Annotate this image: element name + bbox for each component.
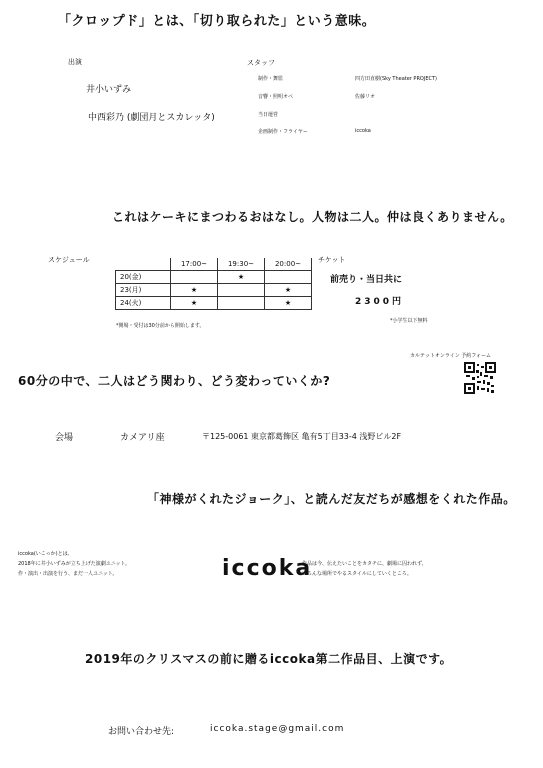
venue-heading: 会場	[55, 433, 74, 443]
schedule-mark: ★	[265, 284, 312, 297]
venue-address: 〒125-0061 東京都葛飾区 亀有5丁目33-4 浅野ビル2F	[202, 432, 402, 441]
schedule-table	[115, 258, 312, 310]
schedule-mark	[218, 297, 265, 310]
contact-email[interactable]: iccoka.stage@gmail.com	[210, 724, 345, 734]
staff-role-4: 企画制作・フライヤー	[258, 129, 308, 135]
schedule-note: *開場・受付は30分前から開始します。	[116, 323, 205, 329]
schedule-time-3: 20:00~	[265, 258, 312, 271]
about-right-line-1: 作品は今、伝えたいことをカタチに、劇場に囚われず、	[302, 561, 427, 567]
schedule-time-1: 17:00~	[171, 258, 218, 271]
about-right-line-2: いろんな場所でやるスタイルにしていくところ。	[302, 571, 412, 577]
staff-heading: スタッフ	[247, 59, 275, 67]
headline-title: 「クロップド」とは、「切り取られた」という意味。	[58, 14, 376, 29]
ticket-price: 2300円	[355, 297, 405, 307]
schedule-date-2: 23(月)	[116, 284, 171, 297]
schedule-mark: ★	[171, 297, 218, 310]
venue-name: カメアリ座	[120, 433, 165, 443]
headline-story: これはケーキにまつわるおはなし。人物は二人。仲は良くありません。	[112, 210, 513, 224]
about-left-line-1: iccoka(いこっか)とは、	[18, 551, 73, 557]
qr-code-icon[interactable]	[464, 362, 496, 394]
ticket-note: *小学生以下無料	[390, 318, 428, 324]
staff-role-2: 音響・照明オペ	[258, 94, 294, 100]
headline-question: 60分の中で、二人はどう関わり、どう変わっていくか?	[18, 374, 331, 388]
contact-label: お問い合わせ先:	[108, 727, 175, 737]
cast-member-2: 中西彩乃 (劇団月とスカレッタ)	[88, 113, 215, 123]
about-left-line-2: 2018年に井小いずみが立ち上げた演劇ユニット。	[18, 561, 131, 567]
ticket-type: 前売り・当日共に	[330, 275, 403, 285]
schedule-mark: ★	[171, 284, 218, 297]
reservation-label: カルテットオンライン 予約フォーム	[410, 353, 492, 359]
ticket-heading: チケット	[318, 256, 346, 264]
schedule-time-2: 19:30~	[218, 258, 265, 271]
iccoka-logo: iccoka	[222, 556, 313, 581]
headline-quote: 「神様がくれたジョーク」、と読んだ友だちが感想をくれた作品。	[147, 492, 516, 506]
schedule-date-1: 20(金)	[116, 271, 171, 284]
schedule-mark: ★	[265, 297, 312, 310]
schedule-corner	[116, 258, 171, 271]
schedule-mark	[218, 284, 265, 297]
about-left-line-3: 作・演出・出演を行う、まだ一人ユニット。	[18, 571, 118, 577]
schedule-mark	[171, 271, 218, 284]
staff-name-4: iccoka	[355, 128, 371, 134]
schedule-mark	[265, 271, 312, 284]
staff-name-2: 佐藤リオ	[355, 94, 375, 100]
schedule-date-3: 24(火)	[116, 297, 171, 310]
staff-role-1: 制作・舞監	[258, 76, 284, 82]
schedule-heading: スケジュール	[48, 256, 90, 264]
staff-role-3: 当日運営	[258, 112, 279, 118]
cast-member-1: 井小いずみ	[86, 85, 132, 95]
schedule-mark: ★	[218, 271, 265, 284]
staff-name-1: 四方田直樹(Sky Theater PROJECT)	[355, 76, 437, 82]
cast-heading: 出演	[68, 58, 82, 66]
headline-announcement: 2019年のクリスマスの前に贈るiccoka第二作品目、上演です。	[85, 652, 453, 666]
